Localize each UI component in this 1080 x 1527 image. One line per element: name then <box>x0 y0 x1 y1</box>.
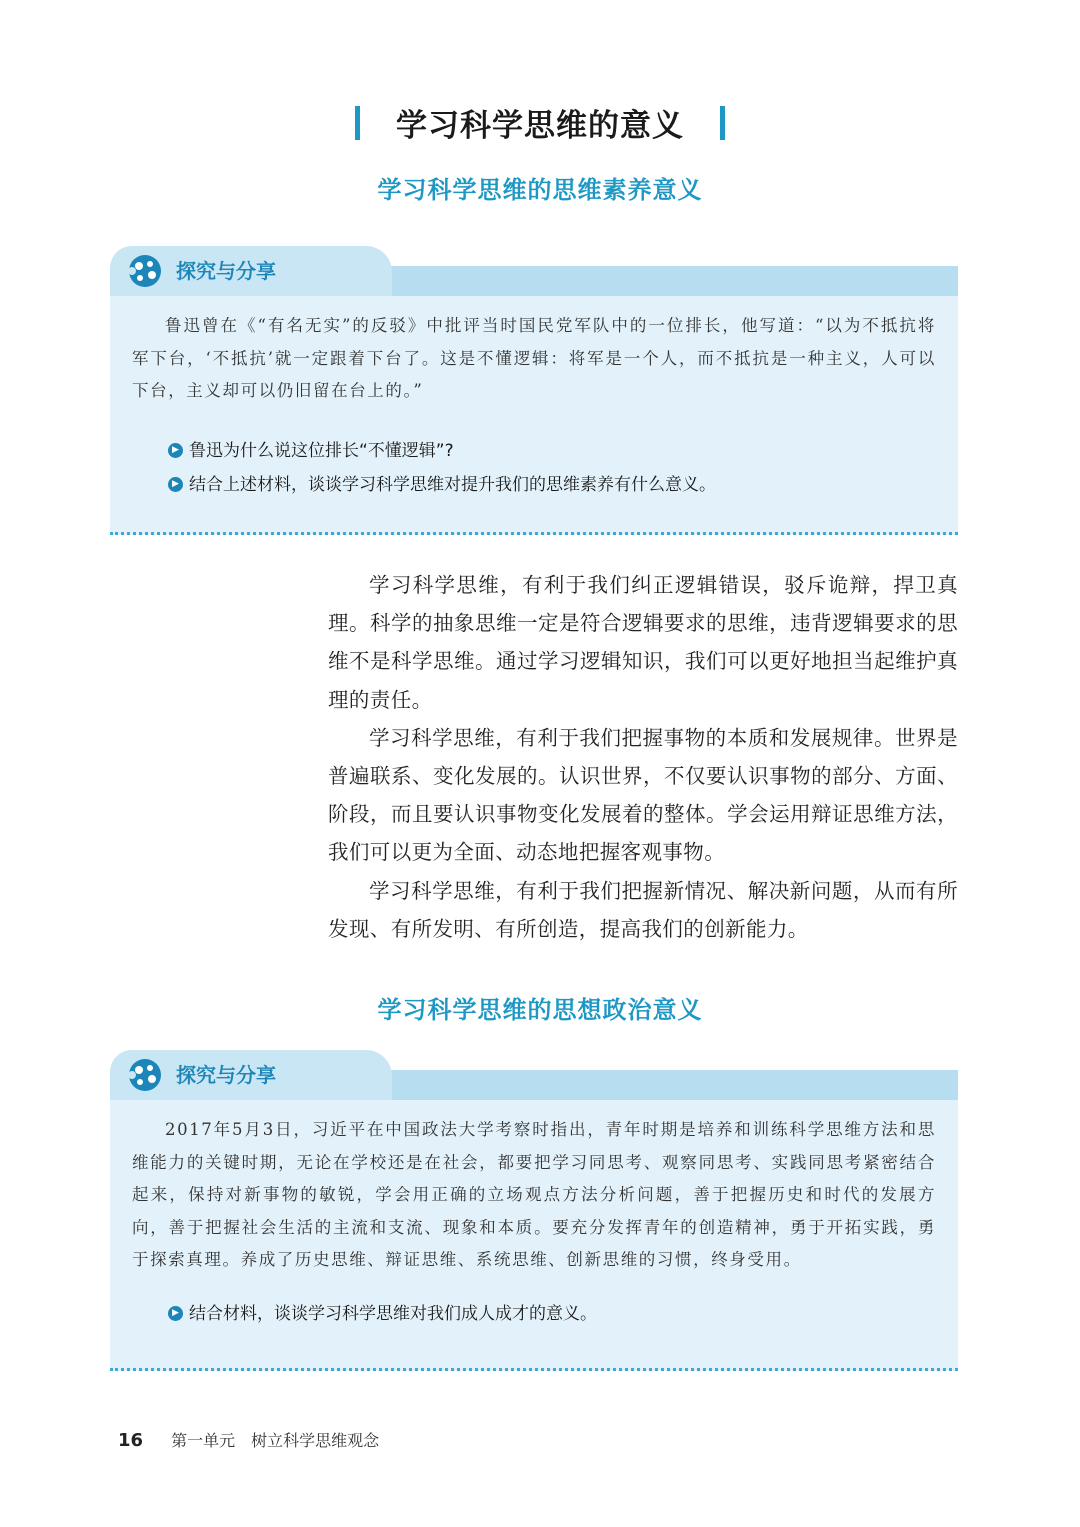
title-bar-right <box>720 106 725 140</box>
question-item <box>168 434 958 468</box>
box-paragraph: 2017年5月3日，习近平在中国政法大学考察时指出，青年时期是培养和训练科学思维方法和思维能力的关键时期，无论在学校还是在社会，都要把学习同思考、观察同思考、实践同思考紧密结合起来，保持对新事物的敏锐，学会用正确的立场观点方法分析问题，善于把握历史和时代的发展方向，善于把握社会生活的主流和支流、现象和本质。要充分发挥青年的创造精神，勇于开拓实践，勇于探索真理。养成了历史思维、辩证思维、系统思维、创新思维的习惯，终身受用。 <box>132 1120 936 1269</box>
play-bullet-icon: ▶ <box>168 1306 183 1321</box>
play-bullet-icon: ▶ <box>168 443 183 458</box>
footer-unit-name: 第一单元 <box>171 1431 236 1450</box>
question-text: 鲁迅为什么说这位排长“不懂逻辑”? <box>189 440 454 461</box>
question-item <box>168 1297 958 1331</box>
footer-unit <box>171 1428 395 1451</box>
question-list <box>168 434 958 502</box>
main-body-text <box>328 566 958 948</box>
explore-share-box-1 <box>110 246 958 536</box>
page-title: 学习科学思维的意义 <box>396 108 684 144</box>
explore-share-box-2 <box>110 1050 958 1372</box>
box-paragraph: 鲁迅曾在《“有名无实”的反驳》中批评当时国民党军队中的一位排长，他写道：“以为不抵抗将军下台，‘不抵抗’就一定跟着下台了。这是不懂逻辑：将军是一个人，而不抵抗是一种主义，人可以下台，主义却可以仍旧留在台上的。” <box>132 316 936 400</box>
body-paragraph: 学习科学思维，有利于我们把握新情况、解决新问题，从而有所发现、有所发明、有所创造，提高我们的创新能力。 <box>328 878 958 941</box>
footer-unit-title: 树立科学思维观念 <box>251 1431 380 1450</box>
page-footer <box>118 1428 395 1451</box>
box-body <box>110 1100 958 1371</box>
question-item <box>168 468 958 502</box>
page-number: 16 <box>118 1430 144 1451</box>
box-label: 探究与分享 <box>176 259 276 283</box>
box-label: 探究与分享 <box>176 1063 276 1087</box>
puzzle-icon <box>126 252 164 290</box>
question-list <box>168 1297 958 1331</box>
puzzle-icon <box>126 1056 164 1094</box>
body-paragraph: 学习科学思维，有利于我们纠正逻辑错误，驳斥诡辩，捍卫真理。科学的抽象思维一定是符合逻辑要求的思维，违背逻辑要求的思维不是科学思维。通过学习逻辑知识，我们可以更好地担当起维护真理的责任。 <box>328 573 958 712</box>
question-text: 结合上述材料，谈谈学习科学思维对提升我们的思维素养有什么意义。 <box>189 474 716 495</box>
box-body <box>110 296 958 535</box>
play-bullet-icon: ▶ <box>168 477 183 492</box>
question-text: 结合材料，谈谈学习科学思维对我们成人成才的意义。 <box>189 1303 597 1324</box>
body-paragraph: 学习科学思维，有利于我们把握事物的本质和发展规律。世界是普遍联系、变化发展的。认识世界，不仅要认识事物的部分、方面、阶段，而且要认识事物变化发展着的整体。学会运用辩证思维方法，我们可以更为全面、动态地把握客观事物。 <box>328 725 958 865</box>
subheading-ideological-political: 学习科学思维的思想政治意义 <box>377 995 703 1024</box>
section-title <box>0 100 1080 145</box>
title-bar-left <box>355 106 360 140</box>
subheading-thinking-literacy: 学习科学思维的思维素养意义 <box>377 175 703 204</box>
